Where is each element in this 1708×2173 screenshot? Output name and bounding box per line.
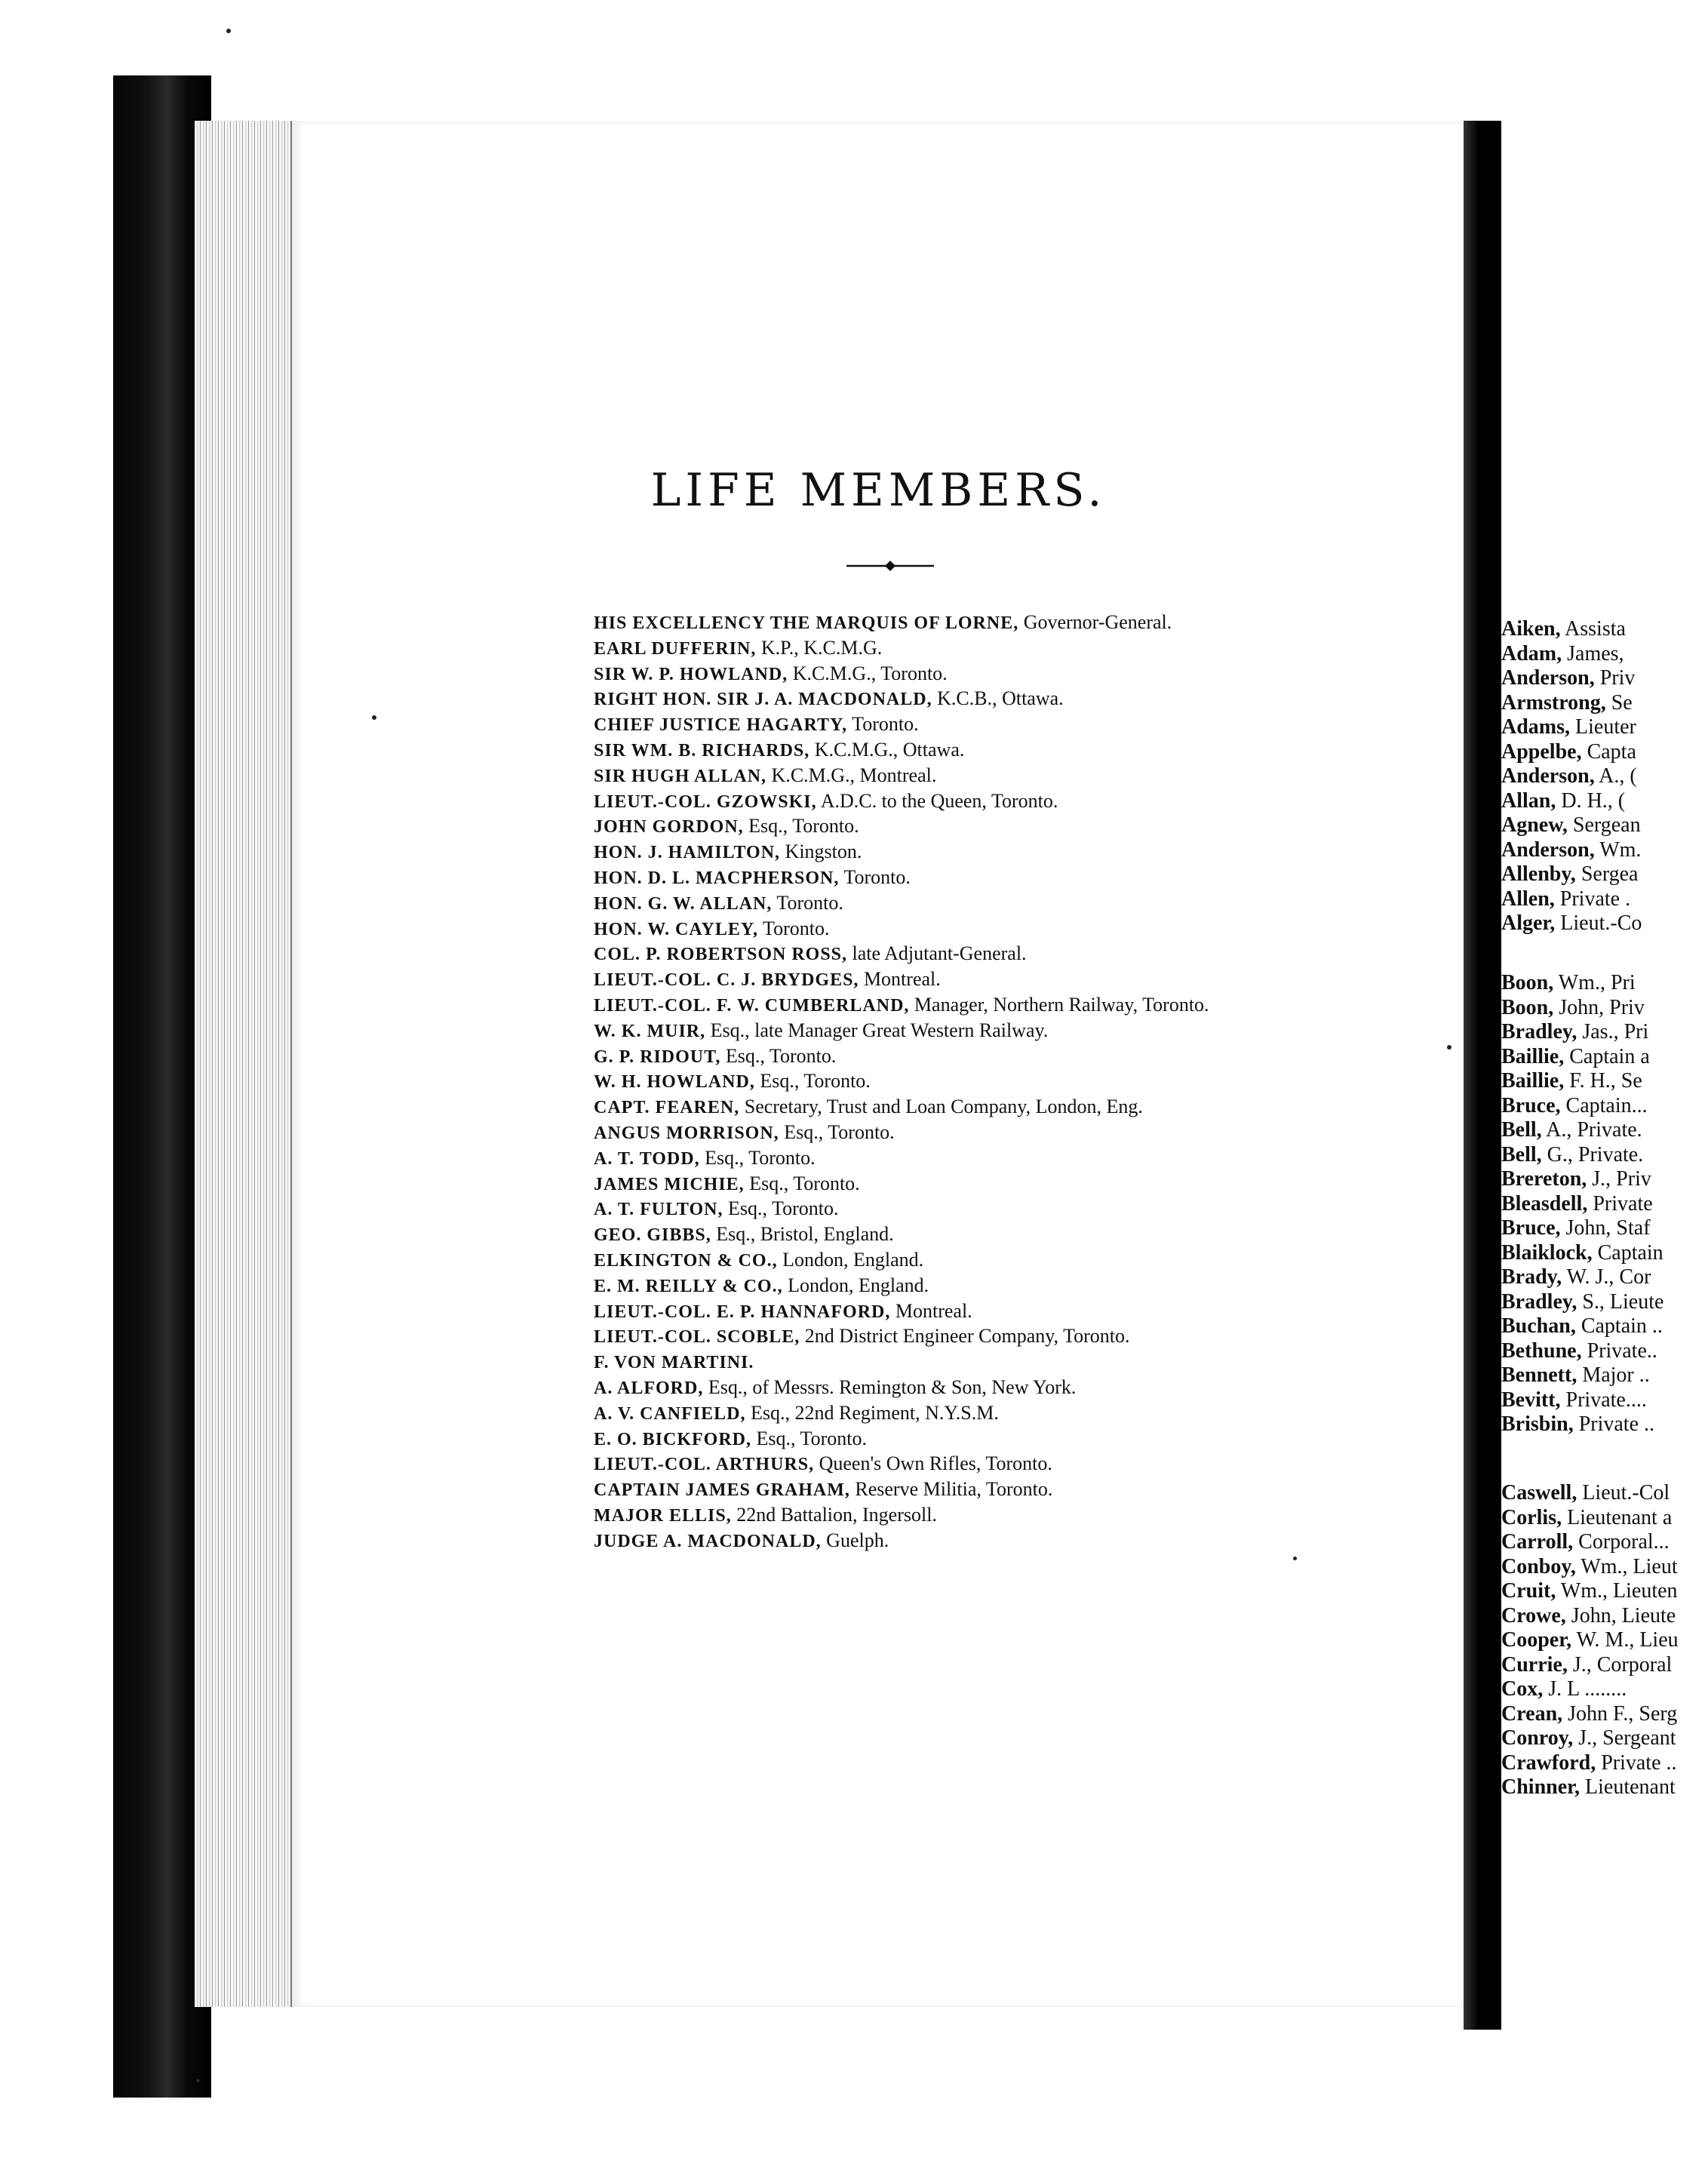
roster-entry: [1501, 1241, 1708, 1266]
member-entry: [594, 1247, 1574, 1273]
roster-detail: Private .: [1554, 887, 1631, 911]
member-name: RIGHT HON. SIR J. A. MACDONALD,: [594, 690, 932, 710]
roster-entry: [1501, 996, 1708, 1021]
roster-entry: [1501, 715, 1708, 740]
roster-entry: [1501, 1216, 1708, 1241]
roster-entry: [1501, 1314, 1708, 1339]
member-entry: [594, 890, 1574, 916]
member-name: A. ALFORD,: [594, 1378, 704, 1398]
member-name: GEO. GIBBS,: [594, 1225, 711, 1246]
member-entry: [594, 1299, 1574, 1324]
roster-surname: Bevitt,: [1501, 1388, 1561, 1412]
member-entry: [594, 661, 1574, 687]
roster-surname: Anderson,: [1501, 764, 1595, 788]
roster-entry: [1501, 1579, 1708, 1604]
member-entry: [594, 1171, 1574, 1197]
roster-entry: [1501, 1653, 1708, 1678]
roster-detail: John F., Serg: [1562, 1701, 1678, 1726]
roster-surname: Corlis,: [1501, 1505, 1562, 1529]
scan-speck: [1293, 1557, 1297, 1560]
roster-entry: [1501, 1167, 1708, 1192]
roster-detail: Sergean: [1567, 813, 1641, 837]
roster-surname: Alger,: [1501, 911, 1556, 935]
roster-entry: [1501, 764, 1708, 789]
roster-entry: [1501, 789, 1708, 814]
member-name: HIS EXCELLENCY THE MARQUIS OF LORNE,: [594, 613, 1019, 633]
member-detail: Secretary, Trust and Loan Company, London, Eng.: [739, 1096, 1143, 1118]
member-detail: Toronto.: [772, 891, 843, 914]
member-name: CHIEF JUSTICE HAGARTY,: [594, 715, 848, 736]
roster-entry: [1501, 971, 1708, 996]
roster-detail: Corporal...: [1573, 1530, 1670, 1554]
roster-entry: [1501, 1265, 1708, 1290]
member-detail: K.C.M.G., Toronto.: [788, 662, 948, 684]
member-name: CAPTAIN JAMES GRAHAM,: [594, 1480, 850, 1501]
roster-detail: Sergea: [1575, 862, 1639, 886]
member-name: F. VON MARTINI.: [594, 1353, 754, 1373]
roster-detail: Captain: [1592, 1240, 1663, 1265]
title-ornament: [845, 558, 935, 573]
member-entry: [594, 1375, 1574, 1400]
roster-entry: [1501, 813, 1708, 838]
roster-detail: S., Lieute: [1577, 1289, 1664, 1314]
roster-detail: James,: [1562, 641, 1624, 665]
roster-detail: Lieut.-Col: [1577, 1481, 1670, 1505]
scan-speck: [226, 29, 231, 33]
roster-detail: W. M., Lieu: [1571, 1628, 1679, 1652]
member-name: A. T. FULTON,: [594, 1200, 723, 1220]
member-entry: [594, 839, 1574, 865]
roster-surname: Armstrong,: [1501, 690, 1606, 715]
member-detail: Esq., 22nd Regiment, N.Y.S.M.: [745, 1401, 999, 1424]
member-name: E. M. REILLY & CO.,: [594, 1276, 783, 1296]
member-entry: [594, 1018, 1574, 1043]
book-gutter: [1464, 121, 1501, 2030]
roster-entry: [1501, 1143, 1708, 1168]
member-name: EARL DUFFERIN,: [594, 638, 757, 659]
member-name: ELKINGTON & CO.,: [594, 1250, 778, 1271]
roster-entry: [1501, 1339, 1708, 1364]
member-name: HON. D. L. MACPHERSON,: [594, 868, 840, 888]
member-name: A. T. TODD,: [594, 1148, 700, 1169]
roster-detail: J., Corporal: [1567, 1652, 1673, 1677]
member-detail: Esq., Bristol, England.: [711, 1223, 894, 1246]
member-entry: [594, 1196, 1574, 1222]
roster-detail: Capta: [1581, 739, 1636, 764]
member-detail: Esq., Toronto.: [754, 1070, 871, 1093]
roster-surname: Agnew,: [1501, 813, 1568, 837]
roster-surname: Bennett,: [1501, 1363, 1577, 1387]
roster-detail: Wm., Pri: [1553, 971, 1636, 994]
roster-entry: [1501, 1192, 1708, 1217]
roster-detail: J., Sergeant: [1573, 1726, 1676, 1750]
member-entry: [594, 865, 1574, 890]
member-detail: Kingston.: [780, 841, 862, 863]
roster-surname: Cooper,: [1501, 1628, 1572, 1652]
member-name: ANGUS MORRISON,: [594, 1123, 779, 1143]
member-name: SIR W. P. HOWLAND,: [594, 664, 788, 684]
member-entry: [594, 712, 1574, 737]
roster-entry: [1501, 1020, 1708, 1045]
roster-surname: Blaiklock,: [1501, 1240, 1593, 1265]
roster-entry: [1501, 691, 1708, 716]
member-detail: K.C.M.G., Montreal.: [766, 764, 937, 786]
member-detail: Esq., Toronto.: [779, 1120, 895, 1143]
roster-surname: Anderson,: [1501, 666, 1595, 690]
page-edges: [195, 121, 293, 2007]
roster-surname: Conroy,: [1501, 1726, 1574, 1750]
roster-entry: [1501, 838, 1708, 863]
member-detail: Esq., late Manager Great Western Railway.: [705, 1019, 1049, 1041]
roster-detail: A., Private.: [1541, 1118, 1642, 1142]
member-detail: Esq., Toronto.: [699, 1146, 816, 1169]
roster-detail: Jas., Pri: [1577, 1020, 1649, 1043]
member-detail: Reserve Militia, Toronto.: [849, 1478, 1053, 1501]
member-detail: Toronto.: [839, 865, 911, 888]
roster-surname: Currie,: [1501, 1652, 1568, 1677]
roster-surname: Bradley,: [1501, 1289, 1577, 1314]
roster-detail: John, Lieute: [1565, 1603, 1676, 1627]
member-detail: Governor-General.: [1018, 611, 1172, 633]
roster-detail: Private ..: [1596, 1750, 1677, 1775]
roster-detail: A., (: [1594, 764, 1637, 788]
roster-detail: Priv: [1594, 666, 1636, 690]
roster-entry: [1501, 1045, 1708, 1070]
member-detail: London, England.: [777, 1248, 924, 1271]
roster-detail: John, Priv: [1553, 995, 1645, 1019]
member-entry: [594, 1068, 1574, 1094]
member-entry: [594, 1094, 1574, 1120]
roster-detail: Major ..: [1577, 1363, 1650, 1387]
page-title: LIFE MEMBERS.: [650, 464, 1107, 517]
member-name: E. O. BICKFORD,: [594, 1429, 752, 1449]
scan-speck: [1447, 1045, 1451, 1050]
member-entry: [594, 1120, 1574, 1145]
member-detail: Esq., of Messrs. Remington & Son, New York.: [703, 1375, 1077, 1398]
member-detail: Montreal.: [859, 968, 941, 991]
roster-surname: Boon,: [1501, 995, 1554, 1019]
roster-detail: John, Staf: [1560, 1216, 1651, 1240]
member-name: MAJOR ELLIS,: [594, 1505, 732, 1526]
member-name: HON. J. HAMILTON,: [594, 843, 781, 863]
roster-group-b: [1501, 971, 1708, 1437]
member-entry: [594, 992, 1574, 1018]
scan-speck: [372, 715, 376, 720]
roster-surname: Appelbe,: [1501, 739, 1582, 764]
roster-surname: Bleasdell,: [1501, 1191, 1588, 1216]
member-name: HON. G. W. ALLAN,: [594, 893, 773, 914]
roster-entry: [1501, 1069, 1708, 1094]
roster-entry: [1501, 1506, 1708, 1531]
roster-surname: Allenby,: [1501, 862, 1576, 886]
member-detail: Esq., Toronto.: [744, 1172, 860, 1194]
roster-detail: Se: [1605, 690, 1633, 715]
roster-surname: Boon,: [1501, 971, 1554, 994]
member-name: G. P. RIDOUT,: [594, 1047, 721, 1067]
member-entry: [594, 686, 1574, 712]
roster-group-a: [1501, 617, 1708, 936]
scan-speck: [196, 2079, 200, 2082]
member-name: SIR WM. B. RICHARDS,: [594, 740, 810, 761]
member-name: CAPT. FEAREN,: [594, 1098, 740, 1118]
member-name: W. H. HOWLAND,: [594, 1072, 755, 1093]
roster-surname: Conboy,: [1501, 1554, 1576, 1578]
roster-surname: Adams,: [1501, 715, 1571, 739]
member-name: LIEUT.-COL. C. J. BRYDGES,: [594, 970, 859, 991]
left-page: [290, 121, 1465, 2007]
roster-detail: Lieuter: [1570, 715, 1636, 739]
roster-detail: Lieutenant a: [1562, 1505, 1673, 1529]
roster-entry: [1501, 617, 1708, 642]
roster-entry: [1501, 1094, 1708, 1119]
roster-detail: Wm.: [1594, 838, 1642, 862]
roster-entry: [1501, 1555, 1708, 1580]
member-entry: [594, 1528, 1574, 1554]
member-name: COL. P. ROBERTSON ROSS,: [594, 945, 848, 965]
member-detail: Esq., Toronto.: [720, 1044, 837, 1067]
roster-detail: Private ..: [1573, 1412, 1655, 1436]
roster-surname: Cruit,: [1501, 1579, 1556, 1603]
member-detail: K.P., K.C.M.G.: [756, 636, 883, 659]
roster-detail: G., Private.: [1541, 1142, 1644, 1166]
roster-entry: [1501, 911, 1708, 936]
member-detail: Queen's Own Rifles, Toronto.: [814, 1452, 1052, 1475]
member-name: LIEUT.-COL. E. P. HANNAFORD,: [594, 1302, 891, 1322]
member-entry: [594, 1043, 1574, 1069]
roster-entry: [1501, 1412, 1708, 1437]
roster-entry: [1501, 1481, 1708, 1506]
member-entry: [594, 967, 1574, 992]
member-entry: [594, 1349, 1574, 1375]
member-detail: Esq., Toronto.: [743, 815, 859, 838]
roster-surname: Buchan,: [1501, 1314, 1576, 1338]
member-detail: K.C.B., Ottawa.: [932, 687, 1064, 710]
member-name: W. K. MUIR,: [594, 1021, 706, 1041]
member-detail: A.D.C. to the Queen, Toronto.: [816, 789, 1058, 812]
member-entry: [594, 1502, 1574, 1528]
roster-detail: Wm., Lieuten: [1556, 1579, 1678, 1603]
roster-surname: Carroll,: [1501, 1530, 1574, 1554]
roster-entry: [1501, 1677, 1708, 1702]
roster-detail: Lieut.-Co: [1555, 911, 1642, 935]
roster-surname: Allen,: [1501, 887, 1555, 911]
member-entry: [594, 788, 1574, 814]
member-name: LIEUT.-COL. ARTHURS,: [594, 1455, 815, 1475]
roster-detail: Private..: [1581, 1339, 1657, 1363]
member-detail: Esq., Toronto.: [751, 1427, 867, 1449]
member-detail: late Adjutant-General.: [847, 942, 1027, 965]
roster-entry: [1501, 1775, 1708, 1800]
roster-group-c: [1501, 1481, 1708, 1800]
member-entry: [594, 610, 1574, 635]
member-name: JOHN GORDON,: [594, 817, 744, 838]
member-detail: Toronto.: [757, 917, 830, 939]
roster-surname: Allan,: [1501, 788, 1556, 813]
member-entry: [594, 1426, 1574, 1452]
member-entry: [594, 1477, 1574, 1502]
roster-entry: [1501, 1530, 1708, 1555]
member-detail: Esq., Toronto.: [723, 1197, 839, 1220]
roster-detail: Lieutenant: [1580, 1775, 1676, 1799]
roster-surname: Adam,: [1501, 641, 1562, 665]
member-detail: Montreal.: [890, 1299, 972, 1322]
roster-surname: Brisbin,: [1501, 1412, 1574, 1436]
roster-entry: [1501, 1604, 1708, 1629]
roster-surname: Bell,: [1501, 1118, 1542, 1142]
roster-entry: [1501, 862, 1708, 887]
member-entry: [594, 916, 1574, 942]
roster-detail: W. J., Cor: [1562, 1265, 1651, 1289]
member-entry: [594, 941, 1574, 967]
roster-detail: F. H., Se: [1564, 1069, 1642, 1093]
roster-surname: Bradley,: [1501, 1020, 1577, 1043]
member-name: A. V. CANFIELD,: [594, 1403, 746, 1424]
member-detail: Manager, Northern Railway, Toronto.: [909, 993, 1209, 1016]
roster-surname: Caswell,: [1501, 1481, 1577, 1505]
roster-detail: Captain...: [1560, 1093, 1648, 1117]
roster-surname: Cox,: [1501, 1677, 1544, 1701]
roster-surname: Crowe,: [1501, 1603, 1566, 1627]
roster-entry: [1501, 1388, 1708, 1413]
roster-surname: Aiken,: [1501, 617, 1561, 641]
roster-entry: [1501, 1628, 1708, 1653]
member-name: LIEUT.-COL. GZOWSKI,: [594, 791, 817, 812]
member-entry: [594, 1323, 1574, 1349]
roster-surname: Bruce,: [1501, 1216, 1561, 1240]
roster-surname: Bell,: [1501, 1142, 1542, 1166]
member-name: JUDGE A. MACDONALD,: [594, 1531, 822, 1551]
roster-detail: J. L ........: [1543, 1677, 1627, 1701]
right-page-cut-off: [1501, 128, 1708, 2030]
roster-entry: [1501, 1702, 1708, 1727]
roster-detail: Wm., Lieut: [1575, 1554, 1678, 1578]
roster-entry: [1501, 1118, 1708, 1143]
member-detail: 2nd District Engineer Company, Toronto.: [800, 1325, 1130, 1348]
roster-entry: [1501, 1290, 1708, 1315]
roster-detail: D. H., (: [1556, 788, 1626, 813]
roster-surname: Crean,: [1501, 1701, 1563, 1726]
member-entry: [594, 1451, 1574, 1477]
roster-surname: Brady,: [1501, 1265, 1562, 1289]
member-name: LIEUT.-COL. SCOBLE,: [594, 1327, 800, 1348]
member-entry: [594, 635, 1574, 661]
roster-surname: Baillie,: [1501, 1069, 1565, 1093]
member-entry: [594, 1273, 1574, 1299]
roster-detail: Assista: [1560, 617, 1626, 641]
roster-detail: Captain ..: [1575, 1314, 1663, 1338]
roster-surname: Baillie,: [1501, 1044, 1565, 1068]
member-entry: [594, 1400, 1574, 1426]
roster-entry: [1501, 666, 1708, 691]
member-entry: [594, 763, 1574, 788]
member-detail: London, England.: [782, 1274, 929, 1296]
roster-surname: Bruce,: [1501, 1093, 1561, 1117]
roster-detail: Captain a: [1564, 1044, 1650, 1068]
member-detail: Guelph.: [821, 1529, 889, 1551]
member-detail: 22nd Battalion, Ingersoll.: [731, 1503, 937, 1526]
roster-entry: [1501, 887, 1708, 912]
roster-surname: Bethune,: [1501, 1339, 1582, 1363]
roster-surname: Anderson,: [1501, 838, 1595, 862]
member-detail: Toronto.: [847, 713, 919, 736]
member-entry: [594, 813, 1574, 839]
member-entry: [594, 1142, 1574, 1171]
member-entry: [594, 737, 1574, 763]
roster-entry: [1501, 740, 1708, 765]
roster-surname: Crawford,: [1501, 1750, 1596, 1775]
roster-detail: J., Priv: [1587, 1167, 1651, 1191]
roster-entry: [1501, 1726, 1708, 1751]
roster-entry: [1501, 1751, 1708, 1776]
roster-detail: Private....: [1560, 1388, 1647, 1412]
life-members-list: [594, 610, 1574, 1553]
roster-surname: Chinner,: [1501, 1775, 1581, 1799]
member-name: JAMES MICHIE,: [594, 1174, 745, 1194]
member-detail: K.C.M.G., Ottawa.: [809, 738, 965, 761]
roster-entry: [1501, 642, 1708, 667]
member-entry: [594, 1222, 1574, 1247]
roster-surname: Brereton,: [1501, 1167, 1587, 1191]
roster-entry: [1501, 1363, 1708, 1388]
roster-detail: Private: [1587, 1191, 1653, 1216]
member-name: SIR HUGH ALLAN,: [594, 766, 767, 786]
member-name: LIEUT.-COL. F. W. CUMBERLAND,: [594, 995, 910, 1016]
member-name: HON. W. CAYLEY,: [594, 919, 758, 939]
